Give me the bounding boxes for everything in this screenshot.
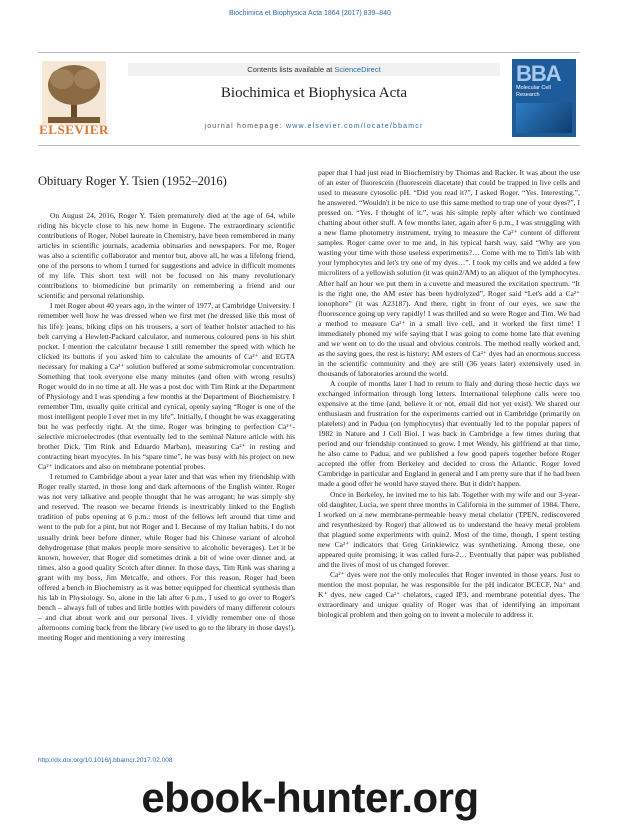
cover-image	[516, 103, 572, 133]
contents-prefix: Contents lists available at	[247, 65, 335, 74]
contents-line	[128, 63, 500, 76]
paragraph: Ca²⁺ dyes were not the only molecules that Roger invented in those years. Just to mention the most popular, he was responsible for the pH indicator BCECF, Na⁺ and K⁺ dyes, new caged Ca²⁺ chelators, caged IP3, and membrane potential dyes. The extraordinary and unique quality of Roger was that of identifying an important biological problem and then going on to invent a molecule to address it.	[318, 569, 580, 620]
article-title: Obituary Roger Y. Tsien (1952–2016)	[38, 174, 227, 188]
publisher-name: ELSEVIER	[39, 122, 109, 137]
paragraph: A couple of months later I had to return to Italy and during those hectic days we exchanged information through long letters. International telephone calls were too expensive at the time (and, believe it or not, email did not yet exist). We shared our enthusiasm and frustration for the experiments carried out in Cambridge (primarily on platelets) and in Padua (on lymphocytes) that eventually led to the popular papers of 1982 in Nature and J Cell Biol. I was back in Cambridge a few times during that period and our friendship continued to grow. I met Wendy, his girlfriend at that time, he also came to Padua, and we published a few good papers together before Roger accepted the offer from Berkeley and decided to cross the Atlantic. Roger loved Cambridge in particular and England in general and I am pretty sure that if he had been made a good offer he would have stayed there. But it didn't happen.	[318, 378, 580, 489]
watermark: ebook-hunter.org	[141, 774, 479, 821]
sciencedirect-link[interactable]: ScienceDirect	[334, 65, 381, 74]
cover-title: BBA	[516, 61, 561, 86]
journal-homepage	[128, 123, 500, 130]
homepage-link[interactable]: www.elsevier.com/locate/bbamcr	[285, 123, 424, 130]
paragraph: I met Roger about 40 years ago, in the winter of 1977, at Cambridge University. I remember well how he was dressed when we first met (he dressed like this most of his life): jeans, biking clips on his trousers, a sort of leather holster attached to his belt carrying a Hewlett-Packard calculator, and numerous coloured pens in his shirt pocket. I mention the calculator because I still remember the speed with which he clicked its buttons if you asked him to calculate the amounts of Ca²⁺ and EGTA necessary for making a Ca²⁺ solution buffered at some submicromolar concentration. Something that took everyone else many minutes (and often with wrong results) Roger would do in no time at all. He was a post doc with Tim Rink at the Department of Physiology and I was spending a few months at the Department of Biochemistry. I remember Tim, usually quite critical and cynical, openly saying “Roger is one of the most intelligent people I ever met in my life”. Initially, I thought he was exaggerating but he was perfectly right. At the time, Roger was bringing to perfection Ca²⁺-selective microelectrodes (that eventually led to the seminal Nature article with his brother Dick, Tim Rink and Eduardo Marban), measuring Ca²⁺ in resting and contracting heart myocytes. In his “spare time”, he was busy with his project on new Ca²⁺ indicators and also on membrane potential probes.	[38, 301, 295, 472]
paragraph: I returned to Cambridge about a year later and that was when my friendship with Roger really started, in those long and dark afternoons of the English winter. Roger was not very talkative and people thought that he was arrogant; he was simply shy and reserved. The reason we became friends is inextricably linked to the English tradition of pubs opening at 6 p.m.: most of the fellows left around that time and went to the pub for a pint, but not Roger and I. Because of my Italian habits, I do not usually drink beer before dinner, while Roger had his Chinese variant of alcohol dehydrogenase (that makes people more sensitive to alcoholic beverages). Let it be known, however, that Roger did sometimes drink a bit of wine over dinner and, at times, also a good quality Scotch after dinner. In those days, Tim Rink was sharing a grant with my boss, Jim Metcalfe, and others. For this reason, Roger had been offered a bench in Biochemistry as it was better equipped for chemical synthesis than his lab in Physiology. So, alone in the lab after 6 p.m., I used to go over to Roger's bench – always full of tubes and little bottles with powders of many different colours – and chat about work and our personal lives. I vividly remember one of those afternoons coming back from the library (we used to go to the library in those days!), meeting Roger and mentioning a very interesting	[38, 472, 295, 642]
journal-citation[interactable]: Biochimica et Biophysica Acta 1864 (2017) 839–840	[229, 10, 391, 17]
homepage-prefix: journal homepage:	[204, 123, 286, 130]
cover-subtitle: Molecular Cell Research	[516, 85, 551, 98]
journal-title: Biochimica et Biophysica Acta	[220, 85, 408, 101]
doi-link[interactable]: http://dx.doi.org/10.1016/j.bbamcr.2017.02.008	[38, 757, 173, 764]
journal-header	[38, 52, 580, 146]
paragraph: paper that I had just read in Biochemistry by Thomas and Racker. It was about the use of an ester of fluorescein (fluorescein diacetate) that could be trapped in live cells and used to measure cytosolic pH. “Did you read it?”, I asked Roger. “Yes. Interesting.”, he answered. “Wouldn't it be nice to use this same method to trap one of your dyes?”, I pressed on. “Yes. I thought of it.”, was his simple reply after which we continued chatting about other stuff. A few months later, again after 6 p.m., I was struggling with a new flame photometry instrument, trying to measure the Ca²⁺ content of different samples. Roger came over to me and, in his typical harsh way, said “Why are you wasting your time with those useless experiments?… Come with me to Tim's lab with your lymphocytes and let's try one of my dyes…”. I took my cells and we added a few microliters of a yellowish solution (it was quin2/AM) to an aliquot of the lymphocytes. After half an hour we put them in a cuvette and measured the excitation spectrum. “It is the right one, the AM ester has been hydrolyzed”, Roger said “Let's add a Ca²⁺ ionophore” (it was A23187). And there, right in front of our eyes, we saw the fluorescence going up very rapidly! I was thrilled and so were Roger and Tim. We had a method to measure Ca²⁺ in a small live cell, and it worked the first time! I immediately phoned my wife saying that I was going to come home late that evening and we went on to do the usual and obvious controls. The method really worked and, as the saying goes, the rest is history; AM esters of Ca²⁺ dyes had an enormous success in the scientific community and they are still (36 years later) extensively used in thousands of laboratories around the world.	[318, 168, 580, 378]
paragraph: On August 24, 2016, Roger Y. Tsien prematurely died at the age of 64, while riding his bicycle close to his new home in Eugene. The extraordinary scientific contributions of Roger, Nobel laureate in Chemistry, have been remembered in many articles in scientific journals, academia obituaries and newspapers. For me, Roger was also a scientific collaborator and mentor but, above all, he was a lifelong friend, one of the persons to whom I turned for suggestions and advice in difficult moments of my life. This short text will not be focused on his many revolutionary contributions to biomedicine but primarily on remembering a friend and our scientific and personal relationship.	[38, 211, 295, 301]
journal-cover	[512, 59, 576, 137]
text-column-left	[38, 211, 295, 643]
text-column-right	[318, 168, 580, 620]
paragraph: Once in Berkeley, he invited me to his lab. Together with my wife and our 3-year-old daughter, Lucia, we spent three months in California in the summer of 1984. There, I worked on a new membrane-permeable heavy metal chelator (TPEN, rediscovered and resynthesized by Roger) that allowed us to understand the heavy metal problem that plagued some experiments with quin2. Most of the time, though, I spent testing new Ca²⁺ indicators that Greg Grinkiewicz was synthetizing. Among these, one appeared quite promising; it was called fura-2… Eventually that paper was published and the lives of most of us changed forever.	[318, 489, 580, 569]
